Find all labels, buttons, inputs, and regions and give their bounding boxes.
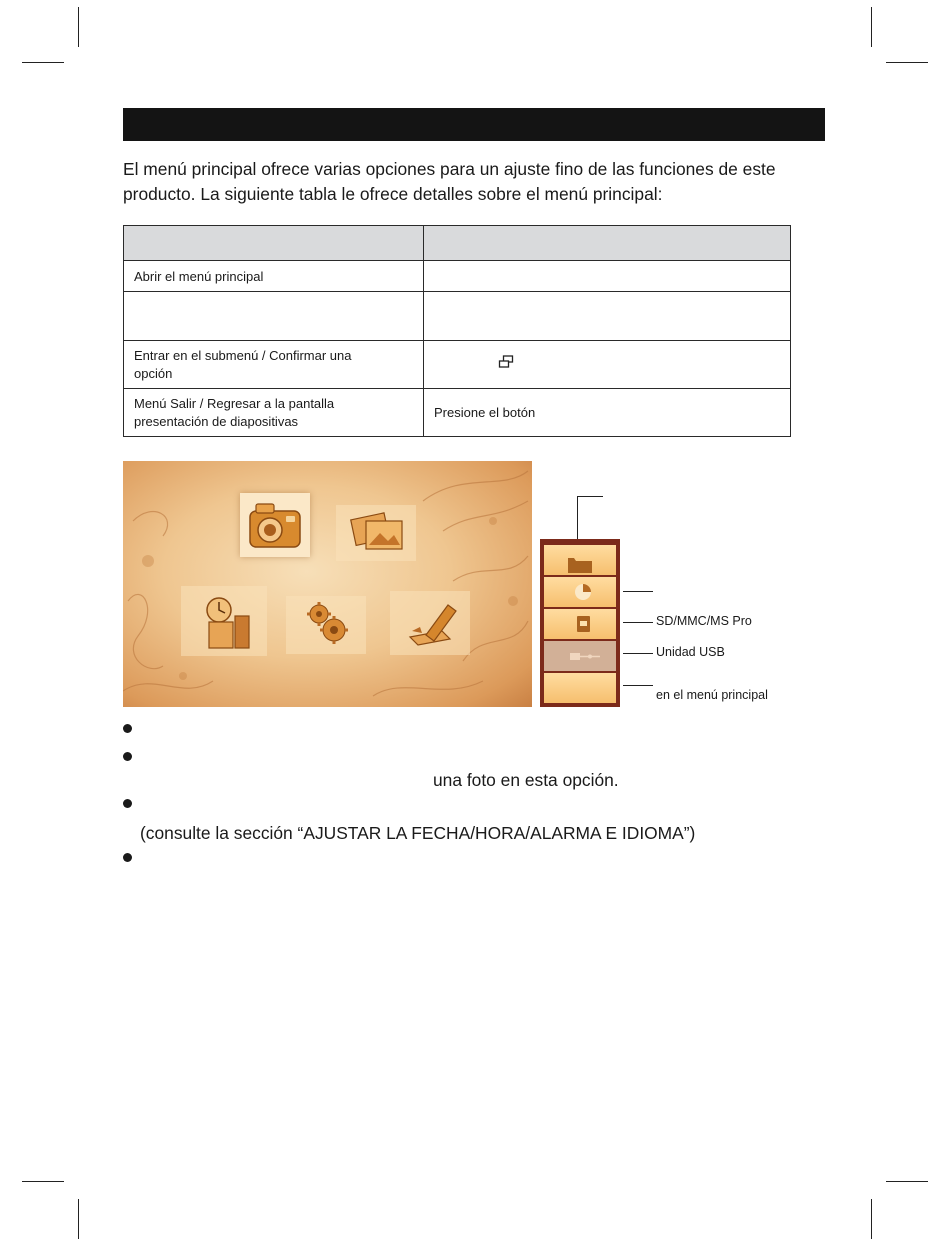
menu-tile-edit[interactable] [390, 591, 470, 655]
crop-mark-bottom-right-horizontal [886, 1181, 928, 1182]
usb-drive-label: Unidad USB [656, 645, 725, 659]
controls-table [123, 225, 791, 437]
source-slot-usb[interactable] [544, 641, 616, 671]
callout-line [623, 622, 653, 623]
table-row [124, 389, 791, 437]
edit-icon [390, 591, 470, 655]
photos-icon [336, 505, 416, 561]
crop-mark-top-left-vertical [78, 7, 79, 47]
source-slot-main-menu[interactable] [544, 673, 616, 703]
table-header-cell [124, 226, 424, 261]
table-row [124, 341, 791, 389]
bullet-2-continuation: una foto en esta opción. [433, 770, 619, 790]
table-cell [424, 292, 791, 341]
table-row [124, 261, 791, 292]
table-cell: Presione el botón [424, 389, 791, 437]
table-header-cell [424, 226, 791, 261]
menu-tile-clock-calendar[interactable] [181, 586, 267, 656]
sd-card-label: SD/MMC/MS Pro [656, 614, 752, 628]
table-cell-line: Menú Salir / Regresar a la pantalla [134, 395, 335, 411]
bullet-dot [123, 724, 132, 733]
bullet-3-continuation: (consulte la sección “AJUSTAR LA FECHA/HORA/ALARMA E IDIOMA”) [140, 823, 696, 843]
decorative-swirls [123, 461, 532, 707]
source-slot-sd-card[interactable] [544, 609, 616, 639]
menu-tile-slideshow[interactable] [336, 505, 416, 561]
intro-line-1: El menú principal ofrece varias opciones para un ajuste fino de las funciones de este [123, 159, 776, 179]
menu-tile-settings[interactable] [286, 596, 366, 654]
table-cell-line: opción [134, 365, 173, 381]
source-panel [540, 539, 620, 707]
table-cell [124, 341, 424, 389]
bullet-dot [123, 799, 132, 808]
usb-icon [544, 641, 616, 671]
table-cell-line: presentación de diapositivas [134, 413, 299, 429]
table-cell [424, 341, 791, 389]
camera-icon [240, 493, 310, 557]
folder-icon [544, 545, 616, 575]
crop-mark-bottom-left-horizontal [22, 1181, 64, 1182]
crop-mark-top-right-vertical [871, 7, 872, 47]
confirm-button-icon [498, 355, 514, 374]
table-cell-line: Entrar en el submenú / Confirmar una [134, 347, 352, 363]
crop-mark-bottom-right-vertical [871, 1199, 872, 1239]
section-title-bar [123, 108, 825, 141]
crop-mark-top-right-horizontal [886, 62, 928, 63]
gears-icon [286, 596, 366, 654]
table-cell [124, 389, 424, 437]
source-slot-memory[interactable] [544, 577, 616, 607]
callout-line [623, 685, 653, 686]
bullet-dot [123, 752, 132, 761]
intro-line-2: producto. La siguiente tabla le ofrece detalles sobre el menú principal: [123, 184, 663, 204]
bullet-dot [123, 853, 132, 862]
menu-tile-photos[interactable] [240, 493, 310, 557]
main-menu-screenshot [123, 461, 532, 707]
table-cell [124, 292, 424, 341]
pie-icon [544, 577, 616, 607]
callout-line [577, 496, 603, 497]
crop-mark-top-left-horizontal [22, 62, 64, 63]
callout-line-vertical [577, 496, 578, 539]
table-row [124, 292, 791, 341]
intro-paragraph [123, 157, 833, 207]
table-cell [424, 261, 791, 292]
crop-mark-bottom-left-vertical [78, 1199, 79, 1239]
table-cell: Abrir el menú principal [124, 261, 424, 292]
callout-line [623, 591, 653, 592]
table-header-row [124, 226, 791, 261]
callout-line [623, 653, 653, 654]
main-menu-label: en el menú principal [656, 688, 768, 702]
sd-card-icon [544, 609, 616, 639]
source-slot-folder[interactable] [544, 545, 616, 575]
clock-calendar-icon [181, 586, 267, 656]
